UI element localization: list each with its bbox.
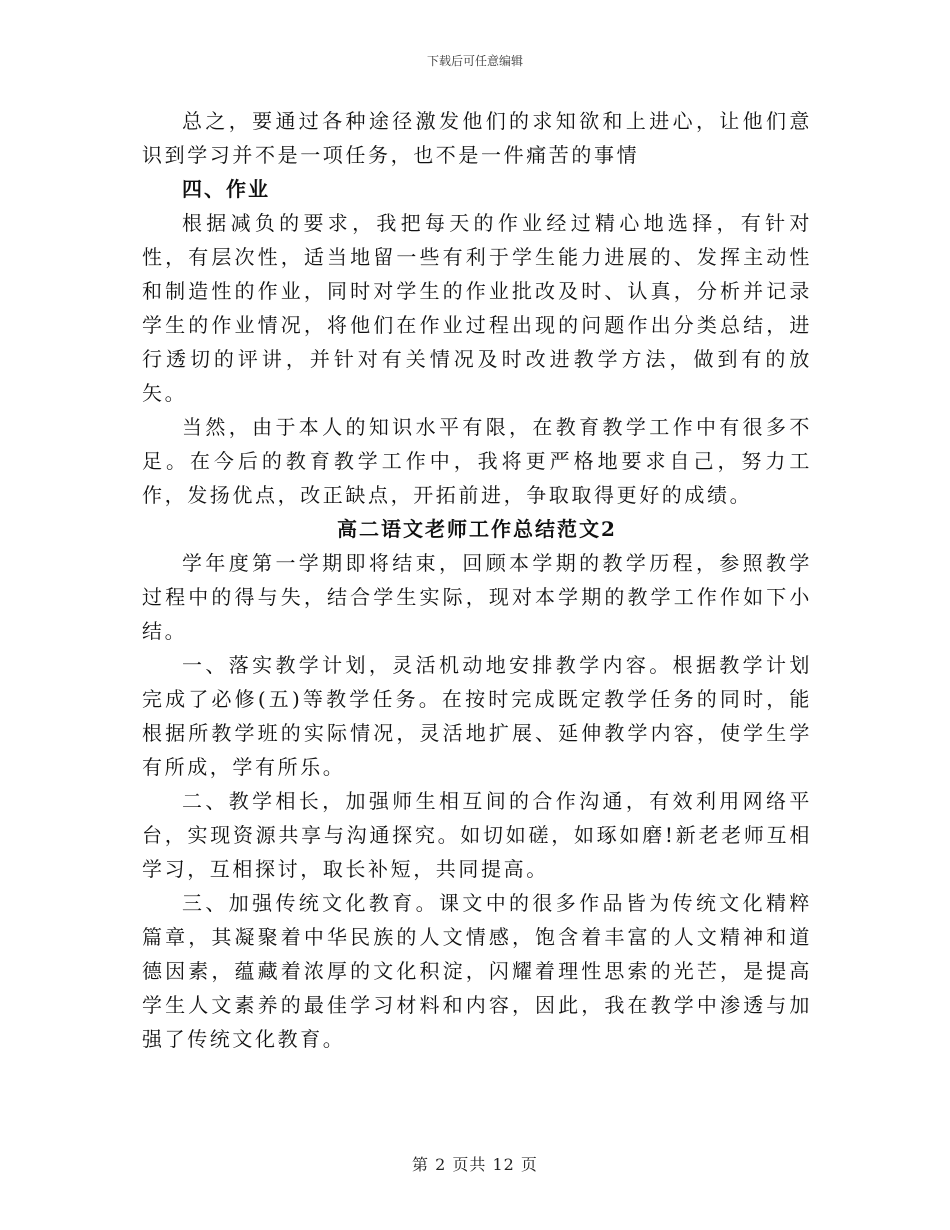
document-body xyxy=(142,104,812,1056)
paragraph-point-two: 二、教学相长，加强师生相互间的合作沟通，有效利用网络平台，实现资源共享与沟通探究。如切如磋，如琢如磨!新老老师互相学习，互相探讨，取长补短，共同提高。 xyxy=(142,789,812,881)
paragraph-intro: 学年度第一学期即将结束，回顾本学期的教学历程，参照教学过程中的得与失，结合学生实际，现对本学期的教学工作作如下小结。 xyxy=(142,551,812,643)
paragraph-closing: 当然，由于本人的知识水平有限，在教育教学工作中有很多不足。在今后的教育教学工作中，我将更严格地要求自己，努力工作，发扬优点，改正缺点，开拓前进，争取取得更好的成绩。 xyxy=(142,415,812,507)
page-header: 下载后可任意编辑 xyxy=(426,54,523,68)
article-title: 高二语文老师工作总结范文2 xyxy=(337,517,617,541)
paragraph-homework: 根据减负的要求，我把每天的作业经过精心地选择，有针对性，有层次性，适当地留一些有利于学生能力进展的、发挥主动性和制造性的作业，同时对学生的作业批改及时、认真，分析并记录学生的作业情况，将他们在作业过程出现的问题作出分类总结，进行透切的评讲，并针对有关情况及时改进教学方法，做到有的放矢。 xyxy=(142,211,812,405)
paragraph-point-one: 一、落实教学计划，灵活机动地安排教学内容。根据教学计划完成了必修(五)等教学任务。在按时完成既定教学任务的同时，能根据所教学班的实际情况，灵活地扩展、延伸教学内容，使学生学有所成，学有所乐。 xyxy=(142,653,812,779)
paragraph-point-three: 三、加强传统文化教育。课文中的很多作品皆为传统文化精粹篇章，其凝聚着中华民族的人文情感，饱含着丰富的人文精神和道德因素，蕴藏着浓厚的文化积淀，闪耀着理性思索的光芒，是提高学生人文素养的最佳学习材料和内容，因此，我在教学中渗透与加强了传统文化教育。 xyxy=(142,891,812,1051)
page-number: 第 2 页共 12 页 xyxy=(412,1155,538,1174)
section-heading-homework: 四、作业 xyxy=(182,177,270,201)
paragraph-conclusion: 总之，要通过各种途径激发他们的求知欲和上进心，让他们意识到学习并不是一项任务，也不是一件痛苦的事情 xyxy=(142,109,812,167)
